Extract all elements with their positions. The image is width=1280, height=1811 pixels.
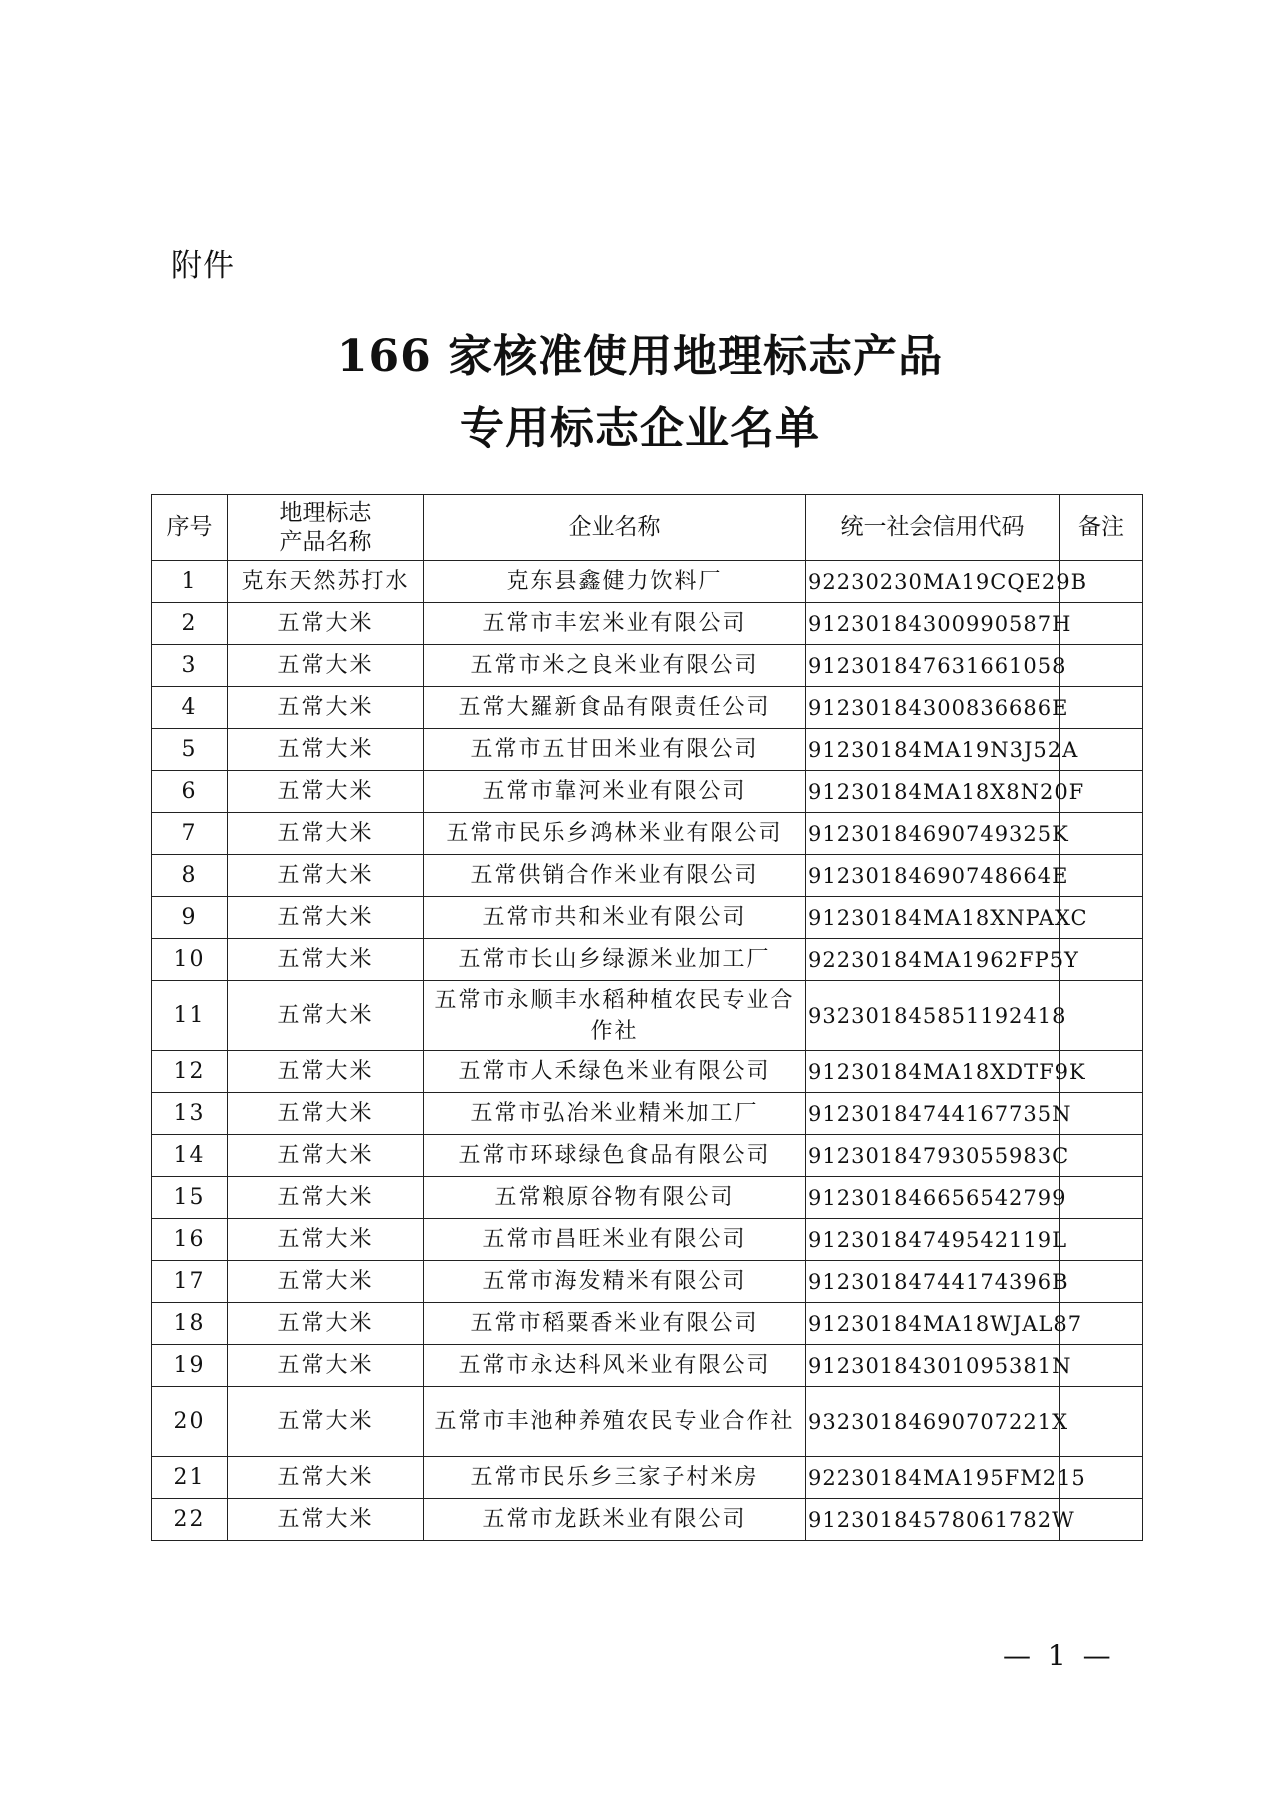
cell-enterprise: 克东县鑫健力饮料厂 [424,561,806,603]
cell-enterprise: 五常粮原谷物有限公司 [424,1177,806,1219]
cell-geo-product: 五常大米 [228,771,424,813]
table-row [152,1177,1143,1219]
cell-credit-code: 93230184690707221X [806,1387,1060,1457]
table-row [152,897,1143,939]
cell-enterprise: 五常市靠河米业有限公司 [424,771,806,813]
cell-enterprise: 五常市环球绿色食品有限公司 [424,1135,806,1177]
cell-enterprise: 五常市稻粟香米业有限公司 [424,1303,806,1345]
cell-index: 18 [152,1303,228,1345]
cell-enterprise: 五常市昌旺米业有限公司 [424,1219,806,1261]
cell-credit-code: 932301845851192418 [806,981,1060,1051]
cell-remark [1060,1345,1143,1387]
cell-index: 12 [152,1051,228,1093]
table-row [152,1303,1143,1345]
cell-enterprise: 五常市米之良米业有限公司 [424,645,806,687]
page-number: — 1 — [1003,1639,1115,1672]
table-row [152,1051,1143,1093]
cell-geo-product: 五常大米 [228,1261,424,1303]
cell-index: 16 [152,1219,228,1261]
cell-enterprise: 五常市人禾绿色米业有限公司 [424,1051,806,1093]
cell-credit-code: 91230184MA19N3J52A [806,729,1060,771]
cell-geo-product: 五常大米 [228,729,424,771]
cell-enterprise: 五常市丰宏米业有限公司 [424,603,806,645]
cell-geo-product: 五常大米 [228,1135,424,1177]
cell-remark [1060,603,1143,645]
cell-remark [1060,1387,1143,1457]
table-row [152,1345,1143,1387]
table-row [152,981,1143,1051]
cell-index: 10 [152,939,228,981]
enterprise-list-table [151,494,1143,1541]
cell-index: 15 [152,1177,228,1219]
header-index: 序号 [152,495,228,561]
cell-geo-product: 五常大米 [228,1345,424,1387]
cell-enterprise: 五常市丰池种养殖农民专业合作社 [424,1387,806,1457]
attachment-label: 附件 [171,248,235,284]
table-row [152,645,1143,687]
cell-credit-code: 91230184MA18WJAL87 [806,1303,1060,1345]
table-header-row [152,495,1143,561]
table-row [152,771,1143,813]
cell-credit-code: 91230184300836686E [806,687,1060,729]
table-row [152,939,1143,981]
cell-remark [1060,1135,1143,1177]
cell-credit-code: 91230184301095381N [806,1345,1060,1387]
cell-remark [1060,813,1143,855]
table-body [152,561,1143,1541]
cell-remark [1060,687,1143,729]
cell-credit-code: 91230184793055983C [806,1135,1060,1177]
cell-credit-code: 91230184749542119L [806,1219,1060,1261]
cell-index: 1 [152,561,228,603]
cell-geo-product: 五常大米 [228,897,424,939]
document-title-line-1: 166 家核准使用地理标志产品 [336,331,944,382]
cell-enterprise: 五常市海发精米有限公司 [424,1261,806,1303]
cell-geo-product: 五常大米 [228,603,424,645]
cell-index: 21 [152,1457,228,1499]
cell-geo-product: 五常大米 [228,1499,424,1541]
cell-index: 4 [152,687,228,729]
cell-geo-product: 五常大米 [228,939,424,981]
cell-remark [1060,1261,1143,1303]
cell-geo-product: 五常大米 [228,1219,424,1261]
cell-enterprise: 五常市长山乡绿源米业加工厂 [424,939,806,981]
cell-credit-code: 91230184744167735N [806,1093,1060,1135]
cell-index: 6 [152,771,228,813]
document-title-line-2: 专用标志企业名单 [460,403,820,454]
cell-geo-product: 五常大米 [228,1177,424,1219]
cell-index: 20 [152,1387,228,1457]
cell-credit-code: 91230184300990587H [806,603,1060,645]
cell-credit-code: 92230184MA195FM215 [806,1457,1060,1499]
cell-index: 7 [152,813,228,855]
cell-geo-product: 五常大米 [228,1457,424,1499]
cell-enterprise: 五常市永达科风米业有限公司 [424,1345,806,1387]
cell-enterprise: 五常大羅新食品有限责任公司 [424,687,806,729]
cell-credit-code: 92230230MA19CQE29B [806,561,1060,603]
cell-index: 17 [152,1261,228,1303]
cell-index: 9 [152,897,228,939]
cell-geo-product: 克东天然苏打水 [228,561,424,603]
header-geo-line-2: 产品名称 [279,528,372,555]
cell-index: 2 [152,603,228,645]
cell-index: 14 [152,1135,228,1177]
cell-remark [1060,1093,1143,1135]
cell-credit-code: 92230184MA1962FP5Y [806,939,1060,981]
cell-index: 13 [152,1093,228,1135]
cell-geo-product: 五常大米 [228,981,424,1051]
table-row [152,1135,1143,1177]
cell-remark [1060,645,1143,687]
table-row [152,1261,1143,1303]
cell-index: 19 [152,1345,228,1387]
cell-enterprise: 五常市永顺丰水稻种植农民专业合作社 [424,981,806,1051]
cell-enterprise: 五常市共和米业有限公司 [424,897,806,939]
cell-geo-product: 五常大米 [228,1387,424,1457]
header-credit-code: 统一社会信用代码 [806,495,1060,561]
table-row [152,1093,1143,1135]
cell-remark [1060,981,1143,1051]
table-row [152,1457,1143,1499]
cell-enterprise: 五常市民乐乡三家子村米房 [424,1457,806,1499]
cell-geo-product: 五常大米 [228,1303,424,1345]
cell-geo-product: 五常大米 [228,645,424,687]
cell-credit-code: 91230184MA18XDTF9K [806,1051,1060,1093]
cell-index: 5 [152,729,228,771]
table-row [152,561,1143,603]
cell-remark [1060,1177,1143,1219]
cell-credit-code: 91230184MA18X8N20F [806,771,1060,813]
cell-index: 11 [152,981,228,1051]
cell-remark [1060,855,1143,897]
cell-geo-product: 五常大米 [228,1093,424,1135]
header-geo-product [228,495,424,561]
cell-geo-product: 五常大米 [228,1051,424,1093]
header-remark: 备注 [1060,495,1143,561]
cell-remark [1060,1219,1143,1261]
cell-enterprise: 五常供销合作米业有限公司 [424,855,806,897]
table-row [152,1387,1143,1457]
cell-credit-code: 91230184578061782W [806,1499,1060,1541]
cell-index: 22 [152,1499,228,1541]
cell-enterprise: 五常市五甘田米业有限公司 [424,729,806,771]
table-row [152,1499,1143,1541]
cell-enterprise: 五常市弘冶米业精米加工厂 [424,1093,806,1135]
table-row [152,1219,1143,1261]
header-enterprise: 企业名称 [424,495,806,561]
cell-enterprise: 五常市龙跃米业有限公司 [424,1499,806,1541]
cell-credit-code: 91230184744174396B [806,1261,1060,1303]
table-row [152,813,1143,855]
cell-credit-code: 912301847631661058 [806,645,1060,687]
cell-geo-product: 五常大米 [228,855,424,897]
table-row [152,729,1143,771]
cell-credit-code: 912301846656542799 [806,1177,1060,1219]
cell-enterprise: 五常市民乐乡鸿林米业有限公司 [424,813,806,855]
cell-geo-product: 五常大米 [228,813,424,855]
cell-credit-code: 91230184690748664E [806,855,1060,897]
cell-credit-code: 91230184MA18XNPAXC [806,897,1060,939]
cell-index: 8 [152,855,228,897]
cell-credit-code: 91230184690749325K [806,813,1060,855]
cell-geo-product: 五常大米 [228,687,424,729]
cell-index: 3 [152,645,228,687]
table-row [152,603,1143,645]
table-row [152,855,1143,897]
header-geo-line-1: 地理标志 [279,499,372,526]
table-row [152,687,1143,729]
